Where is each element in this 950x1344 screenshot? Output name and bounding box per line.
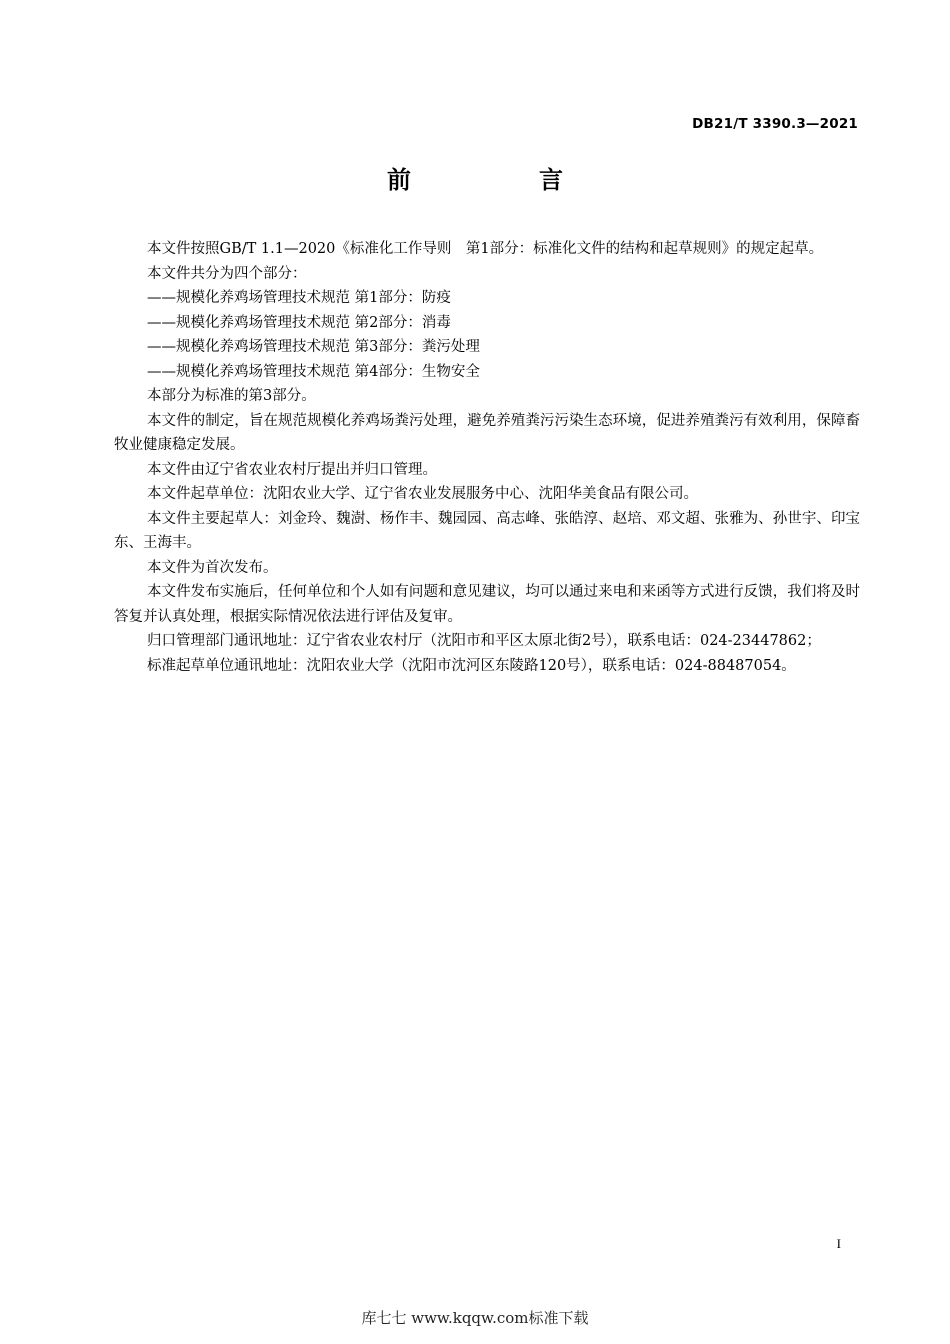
- page-title: 前 言: [387, 166, 615, 194]
- list-item-part-4: ——规模化养鸡场管理技术规范 第4部分：生物安全: [147, 363, 480, 380]
- body-text: [114, 237, 860, 678]
- paragraph-first-release: 本文件为首次发布。: [147, 559, 278, 576]
- paragraph-purpose: 本文件的制定，旨在规范规模化养鸡场粪污处理，避免养殖粪污污染生态环境，促进养殖粪污有效利用，保障畜牧业健康稳定发展。: [114, 412, 860, 453]
- document-code: DB21/T 3390.3—2021: [692, 116, 858, 132]
- list-item-part-2: ——规模化养鸡场管理技术规范 第2部分：消毒: [147, 314, 451, 331]
- paragraph-proposer: 本文件由辽宁省农业农村厅提出并归口管理。: [147, 461, 437, 478]
- paragraph-drafting-units: 本文件起草单位：沈阳农业大学、辽宁省农业发展服务中心、沈阳华美食品有限公司。: [147, 486, 698, 502]
- paragraph-drafting-rules: 本文件按照GB/T 1.1—2020《标准化工作导则 第1部分：标准化文件的结构和起草规则》的规定起草。: [147, 241, 824, 257]
- paragraph-admin-contact: 归口管理部门通讯地址：辽宁省农业农村厅（沈阳市和平区太原北街2号），联系电话：024-23447862；: [147, 633, 821, 649]
- paragraph-drafter-contact: 标准起草单位通讯地址：沈阳农业大学（沈阳市沈河区东陵路120号），联系电话：024-88487054。: [147, 657, 796, 674]
- list-item-part-3: ——规模化养鸡场管理技术规范 第3部分：粪污处理: [147, 339, 480, 355]
- watermark: 库七七 www.kqqw.com标准下载: [361, 1309, 589, 1327]
- paragraph-drafters: 本文件主要起草人：刘金玲、魏澍、杨作丰、魏园园、高志峰、张皓淳、赵培、邓文超、张雅为、孙世宇、印宝东、王海丰。: [114, 510, 860, 551]
- page-number: I: [836, 1236, 841, 1251]
- paragraph-feedback: 本文件发布实施后，任何单位和个人如有问题和意见建议，均可以通过来电和来函等方式进行反馈，我们将及时答复并认真处理，根据实际情况依法进行评估及复审。: [114, 584, 860, 625]
- paragraph-parts-intro: 本文件共分为四个部分：: [147, 265, 307, 282]
- paragraph-this-part: 本部分为标准的第3部分。: [147, 388, 316, 404]
- list-item-part-1: ——规模化养鸡场管理技术规范 第1部分：防疫: [147, 290, 451, 306]
